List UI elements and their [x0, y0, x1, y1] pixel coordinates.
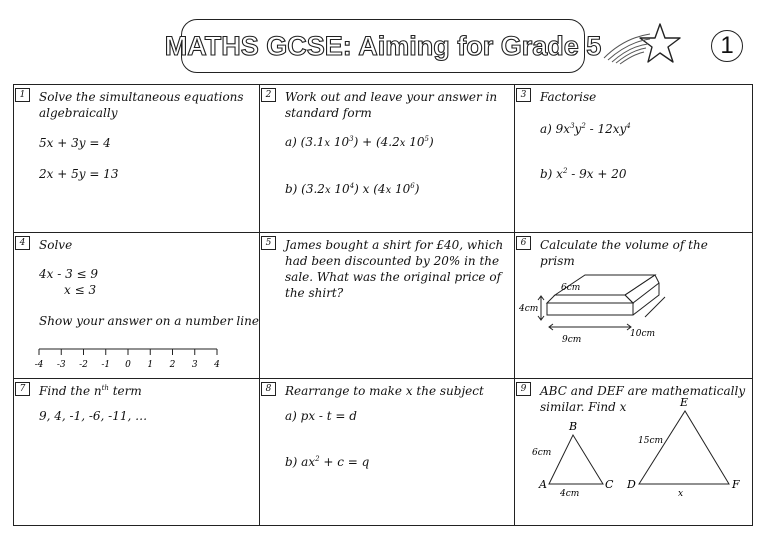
number-line: [34, 343, 224, 371]
question-prompt: Find the $n^{th}$ term: [39, 384, 142, 398]
question-number: 9: [516, 382, 531, 396]
label-top: 6cm: [561, 283, 581, 293]
question-5: [260, 233, 515, 379]
question-3: [515, 85, 752, 233]
label-base: 9cm: [562, 335, 582, 345]
label-df: x: [678, 489, 684, 499]
question-1: [14, 85, 260, 233]
question-prompt: Solve: [39, 238, 73, 252]
page-number-badge: [711, 30, 743, 62]
similar-triangles-diagram: [515, 393, 751, 523]
label-height: 4cm: [519, 304, 539, 314]
question-prompt: Factorise: [540, 90, 597, 104]
question-number: 1: [15, 88, 30, 102]
question-8: [260, 379, 515, 525]
label-ac: 4cm: [560, 489, 580, 499]
question-number: 4: [15, 236, 30, 250]
number-line-label: 0: [125, 360, 131, 370]
prism-diagram: [515, 269, 740, 359]
question-9: [515, 379, 752, 525]
instruction: Show your answer on a number line: [39, 314, 259, 328]
inequality-1: 4x - 3 ≤ 9: [39, 267, 99, 281]
question-prompt: Rearrange to make x the subject: [285, 384, 484, 398]
number-line-label: 4: [214, 360, 220, 370]
inequality-2: x ≤ 3: [64, 283, 97, 297]
question-prompt: Work out and leave your answer in standard form: [285, 90, 498, 120]
question-4: [14, 233, 260, 379]
number-line-label: -4: [34, 360, 44, 370]
number-line-label: 3: [191, 360, 198, 370]
question-grid: [13, 84, 753, 526]
question-number: 7: [15, 382, 30, 396]
vertex-b: B: [569, 420, 578, 433]
number-line-label: -3: [56, 360, 66, 370]
question-number: 3: [516, 88, 531, 102]
question-prompt: ABC and DEF are mathematically similar. Find x: [540, 384, 746, 414]
vertex-d: D: [627, 478, 636, 491]
part-b: b) $x^2 - 9x + 20$: [540, 167, 627, 181]
question-number: 8: [261, 382, 276, 396]
part-a: a) (3.1x $10^3) + (4.2x$ $10^5$): [285, 135, 434, 149]
shooting-star-icon: [600, 18, 698, 68]
question-2: [260, 85, 515, 233]
number-line-label: -2: [79, 360, 88, 370]
question-number: 5: [261, 236, 276, 250]
label-de: 15cm: [638, 436, 664, 446]
question-6: [515, 233, 752, 379]
question-number: 6: [516, 236, 531, 250]
question-number: 2: [261, 88, 276, 102]
equation-1: 5x + 3y = 4: [39, 136, 111, 150]
question-prompt: James bought a shirt for £40, which had been discounted by 20% in the sale. What was the original price of the shirt?: [285, 238, 504, 300]
sequence: 9, 4, -1, -6, -11, …: [39, 409, 148, 423]
vertex-c: C: [605, 478, 614, 491]
part-a: a) px - t = d: [285, 409, 357, 423]
vertex-e: E: [680, 396, 689, 409]
number-line-label: 1: [147, 360, 154, 370]
question-prompt: Solve the simultaneous equations algebraically: [39, 90, 244, 120]
question-prompt: Calculate the volume of the prism: [540, 238, 708, 268]
number-line-label: -1: [101, 360, 111, 370]
part-a: a) $9x^3y^2 - 12xy^4$: [540, 122, 631, 136]
vertex-f: F: [732, 478, 740, 491]
label-depth: 10cm: [630, 329, 656, 339]
part-b: b) (3.2x $10^4$) x (4x $10^6$): [285, 182, 420, 196]
question-7: [14, 379, 260, 525]
page-number: 1: [720, 32, 734, 59]
vertex-a: A: [539, 478, 547, 491]
page-title: MATHS GCSE: Aiming for Grade 5: [164, 30, 602, 61]
label-ab: 6cm: [532, 448, 552, 458]
equation-2: 2x + 5y = 13: [39, 167, 119, 181]
number-line-label: 2: [169, 360, 176, 370]
title-banner: [164, 19, 602, 73]
part-b: b) $ax^2 + c = q$: [285, 455, 370, 469]
